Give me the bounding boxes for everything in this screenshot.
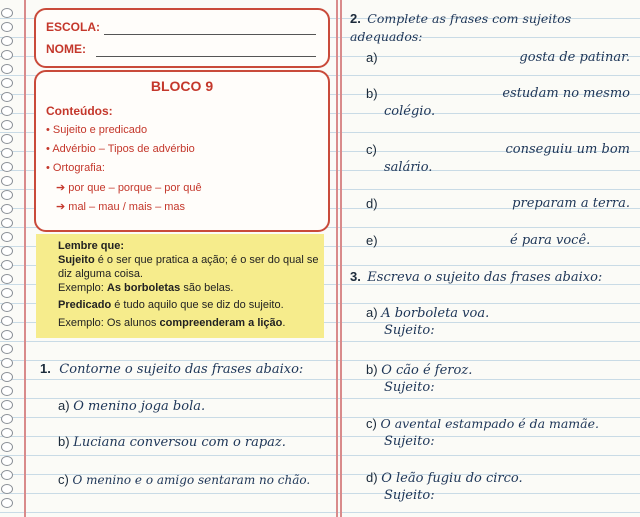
spiral-ring xyxy=(1,218,13,228)
arrow-right-icon: ➔ xyxy=(56,182,66,194)
escola-field[interactable] xyxy=(104,34,316,35)
spiral-ring xyxy=(1,134,13,144)
spiral-ring xyxy=(1,386,13,396)
q2-item-letter: a) xyxy=(366,50,378,65)
spiral-ring xyxy=(1,204,13,214)
q3-item: a) A borboleta voa. xyxy=(366,305,490,321)
spiral-ring xyxy=(1,414,13,424)
sujeito-answer-label: Sujeito: xyxy=(384,488,435,503)
spiral-ring xyxy=(1,120,13,130)
spiral-ring xyxy=(1,274,13,284)
q3-heading: 3. Escreva o sujeito das frases abaixo: xyxy=(350,269,603,285)
q2-heading: 2. Complete as frases com sujeitos adequados: xyxy=(350,11,572,44)
sujeito-answer-label: Sujeito: xyxy=(384,380,435,395)
spiral-ring xyxy=(1,498,13,508)
center-line-left xyxy=(336,0,338,517)
q2-item-letter: d) xyxy=(366,196,378,211)
escola-label: ESCOLA: xyxy=(46,20,100,34)
spiral-ring xyxy=(1,106,13,116)
spiral-ring xyxy=(1,442,13,452)
bloco-box xyxy=(34,70,330,232)
arrow-right-icon: ➔ xyxy=(56,201,66,213)
q2-item-cont: salário. xyxy=(384,160,433,175)
q2-item-letter: e) xyxy=(366,233,378,248)
margin-line xyxy=(24,0,26,517)
spiral-ring xyxy=(1,162,13,172)
center-line-right xyxy=(340,0,342,517)
spiral-ring xyxy=(1,36,13,46)
q2-item-text: preparam a terra. xyxy=(512,196,630,211)
spiral-ring xyxy=(1,22,13,32)
spiral-ring xyxy=(1,288,13,298)
spiral-ring xyxy=(1,400,13,410)
q2-item-text: gosta de patinar. xyxy=(519,50,630,65)
q2-item-letter: c) xyxy=(366,142,377,157)
q3-item: c) O avental estampado é da mamãe. xyxy=(366,416,599,431)
conteudo-item: • Advérbio – Tipos de advérbio xyxy=(46,143,195,155)
spiral-ring xyxy=(1,428,13,438)
spiral-ring xyxy=(1,330,13,340)
spiral-ring xyxy=(1,176,13,186)
bloco-title: BLOCO 9 xyxy=(150,78,214,94)
spiral-ring xyxy=(1,148,13,158)
spiral-ring xyxy=(1,344,13,354)
spiral-ring xyxy=(1,260,13,270)
lembre-box xyxy=(36,234,324,338)
q3-item: b) O cão é feroz. xyxy=(366,362,473,378)
spiral-ring xyxy=(1,372,13,382)
spiral-ring xyxy=(1,190,13,200)
predicado-definition: Predicado é tudo aquilo que se diz do sujeito. xyxy=(58,299,284,311)
sujeito-definition: Sujeito é o ser que pratica a ação; é o ser do qual se diz alguma coisa. xyxy=(58,254,319,280)
spiral-ring xyxy=(1,246,13,256)
q1-item: c) O menino e o amigo sentaram no chão. xyxy=(58,472,311,487)
exemplo-2: Exemplo: Os alunos compreenderam a lição. xyxy=(58,317,286,329)
ortografia-item: ➔ por que – porque – por quê xyxy=(56,182,202,194)
sujeito-answer-label: Sujeito: xyxy=(384,323,435,338)
spiral-ring xyxy=(1,456,13,466)
spiral-ring xyxy=(1,92,13,102)
q2-item-text: conseguiu um bom xyxy=(505,142,630,157)
conteudo-item: • Ortografia: xyxy=(46,162,105,174)
q2-item-cont: colégio. xyxy=(384,104,436,119)
spiral-ring xyxy=(1,358,13,368)
school-name-box xyxy=(34,8,330,68)
spiral-ring xyxy=(1,484,13,494)
lembre-title: Lembre que: xyxy=(58,240,125,252)
spiral-ring xyxy=(1,302,13,312)
spiral-ring xyxy=(1,78,13,88)
spiral-ring xyxy=(1,50,13,60)
spiral-ring xyxy=(1,8,13,18)
spiral-ring xyxy=(1,64,13,74)
nome-label: NOME: xyxy=(46,42,86,56)
q2-item-letter: b) xyxy=(366,86,378,101)
exemplo-1: Exemplo: As borboletas são belas. xyxy=(58,282,234,294)
spiral-ring xyxy=(1,470,13,480)
spiral-ring xyxy=(1,316,13,326)
sujeito-answer-label: Sujeito: xyxy=(384,434,435,449)
spiral-binding xyxy=(0,0,14,517)
q3-item: d) O leão fugiu do circo. xyxy=(366,470,523,486)
spiral-ring xyxy=(1,232,13,242)
q1-item: b) Luciana conversou com o rapaz. xyxy=(58,434,286,450)
q2-item-text: estudam no mesmo xyxy=(502,86,630,101)
ortografia-item: ➔ mal – mau / mais – mas xyxy=(56,201,186,213)
conteudo-item: • Sujeito e predicado xyxy=(46,124,148,136)
nome-field[interactable] xyxy=(96,56,316,57)
q1-heading: 1. Contorne o sujeito das frases abaixo: xyxy=(40,361,304,377)
conteudos-title: Conteúdos: xyxy=(46,104,113,118)
q1-item: a) O menino joga bola. xyxy=(58,398,206,414)
q2-item-text: é para você. xyxy=(510,233,591,248)
